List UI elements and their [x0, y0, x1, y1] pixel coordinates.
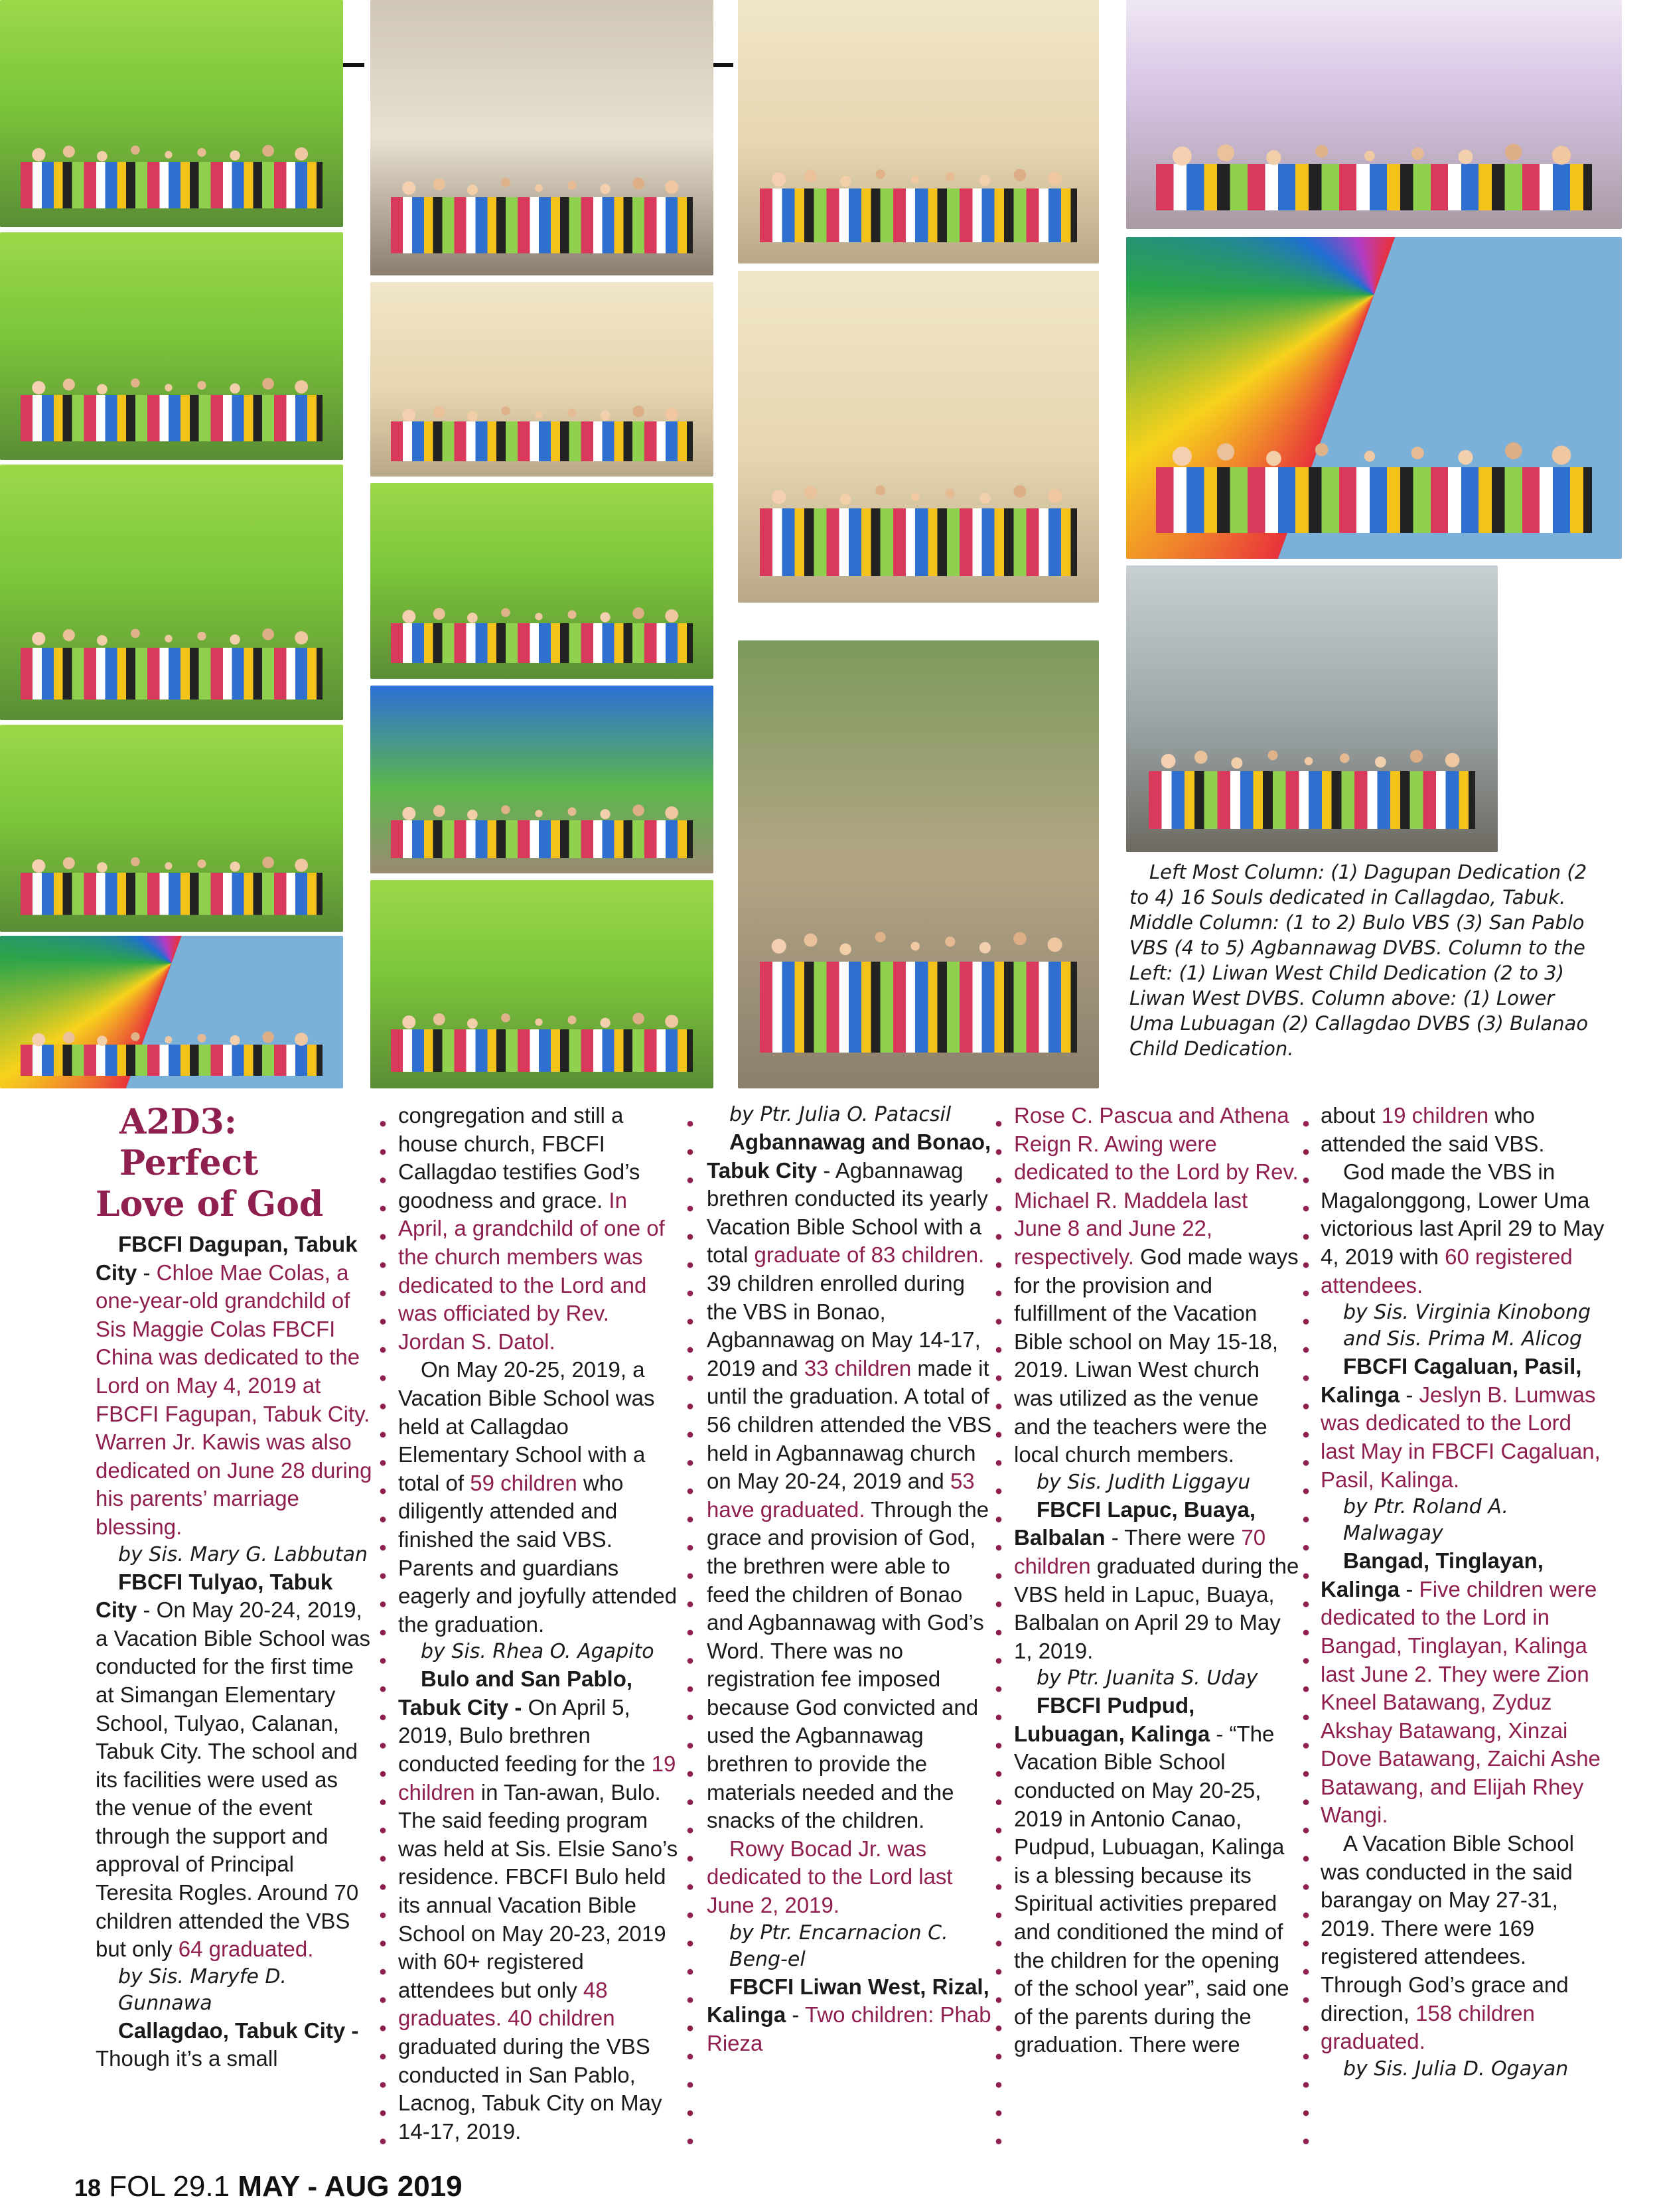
page-footer: [74, 2170, 463, 2205]
souls-dedicated-callagdao-photo-2: [0, 465, 343, 720]
dagupan-paragraph: [96, 1230, 374, 1542]
cagaluan-paragraph: [1321, 1353, 1606, 1494]
text: God made the VBS in Magalonggong, Lower Uma victorious last April 29 to May 4, 2019 with: [1321, 1159, 1605, 1269]
liwan-west-paragraph: [707, 1973, 992, 2058]
bulo-heading: Bulo and San Pablo, Tabuk City -: [398, 1666, 633, 1720]
separator: -: [1400, 1576, 1419, 1601]
highlight: 19 children: [1381, 1103, 1489, 1128]
liwan-west-dvbs-photo-2: [738, 640, 1099, 1088]
byline: by Sis. Maryfe D. Gunnawa: [118, 1964, 287, 2015]
bulo-paragraph: [398, 1665, 680, 2146]
bangad-paragraph: [1321, 1547, 1606, 1830]
callagdao-highlight: In April, a grandchild of one of the church members was dedicated to the Lord and was officiated by Rev. Jordan S. Datol.: [398, 1187, 665, 1354]
tulyao-paragraph: [96, 1568, 374, 1964]
cagaluan-heading: FBCFI Cagaluan, Pasil, Kalinga: [1321, 1354, 1582, 1407]
liwan-west-child-dedication-photo: [738, 0, 1099, 263]
highlight: 59 children: [470, 1470, 577, 1495]
bulo-vbs-photo-2: [370, 282, 713, 477]
byline: by Ptr. Roland A. Malwagay: [1343, 1495, 1508, 1546]
highlight: Two children: Phab Rieza: [707, 2002, 991, 2055]
byline: by Ptr. Encarnacion C. Beng-el: [729, 1921, 948, 1971]
column-divider-dots: [995, 1110, 1002, 2162]
dagupan-highlight: Chloe Mae Colas, a one-year-old grandchild of Sis Maggie Colas FBCFI China was dedicated to the Lord on May 4, 2019 at FBCFI Fagupan, Tabuk City. Warren Jr. Kawis was also dedicated on June 28 during his parents’ marriage blessing.: [96, 1260, 372, 1539]
separator: -: [786, 2002, 805, 2028]
highlight: 60 registered attendees.: [1321, 1244, 1573, 1297]
agbannawag-heading: Agbannawag and Bonao, Tabuk City: [707, 1130, 991, 1183]
lower-uma-paragraph: [1321, 1158, 1606, 1299]
text: 39 children enrolled during the VBS in Bonao, Agbannawag on May 14-17, 2019 and: [707, 1270, 981, 1380]
callagdao-vbs-paragraph: [398, 1356, 680, 1639]
text: made it until the graduation. A total of 56 children attended the VBS held in Agbannawag church on May 20-24, 2019 and: [707, 1355, 992, 1494]
byline: by Sis. Mary G. Labbutan: [118, 1542, 368, 1566]
text: God made ways for the provision and fulfillment of the Vacation Bible school on May 15-18, 2019. Liwan West church was utilized as the venue and the teachers were the local church members.: [1014, 1244, 1299, 1467]
lower-uma-lubuagan-photo: [1126, 0, 1622, 229]
caption-text: Left Most Column: (1) Dagupan Dedication (2 to 4) 16 Souls dedicated in Callagdao, Tabuk. Middle Column: (1 to 2) Bulo VBS (3) San Pablo VBS (4 to 5) Agbannawag DVBS. Column to the Left: (1) Liwan West Child Dedication (2 to 3) Liwan West DVBS. Column above: (1) Lower Uma Lubuagan (2) Callagdao DVBS (3) Bulanao Child Dedication.: [1129, 861, 1589, 1060]
highlight: graduate of 83 children.: [754, 1242, 985, 1268]
column-divider-dots: [1303, 1110, 1309, 2162]
page-number: 18: [74, 2174, 102, 2201]
pudpud-continued-paragraph: [1321, 1102, 1606, 1158]
byline: by Sis. Rhea O. Agapito: [421, 1640, 654, 1664]
tulyao-text: - On May 20-24, 2019, a Vacation Bible School was conducted for the first time at Simangan Elementary School, Tulyao, Calanan, Tabuk City. The school and its facilities were used as the venue of the event through the support and approval of Principal Teresita Rogles. Around 70 children attended the VBS but only: [96, 1597, 370, 1962]
highlight: Jeslyn B. Lumwas was dedicated to the Lord last May in FBCFI Cagaluan, Pasil, Kalinga.: [1321, 1382, 1601, 1492]
text: - There were: [1105, 1525, 1242, 1550]
san-pablo-vbs-photo: [370, 483, 713, 679]
bangad-vbs-paragraph: [1321, 1830, 1606, 2056]
text: A Vacation Bible School was conducted in the said barangay on May 27-31, 2019. There were 169 registered attendees. Through God’s grace and direction,: [1321, 1831, 1574, 2026]
callagdao-text: congregation and still a house church, FBCFI Callagdao testifies God’s goodness and grace.: [398, 1103, 640, 1213]
article-column-5: [1321, 1102, 1606, 2083]
pudpud-paragraph: [1014, 1692, 1299, 2059]
highlight: Rose C. Pascua and Athena Reign R. Awing were dedicated to the Lord by Rev. Michael R. Maddela last June 8 and June 22, respectively.: [1014, 1103, 1299, 1269]
text: graduated during the VBS held in Lapuc, Buaya, Balbalan on April 29 to May 1, 2019.: [1014, 1553, 1299, 1663]
lapuc-heading: FBCFI Lapuc, Buaya, Balbalan: [1014, 1497, 1256, 1550]
byline: by Sis. Julia D. Ogayan: [1343, 2057, 1569, 2081]
text: - Agbannawag brethren conducted its yearly Vacation Bible School with a total: [707, 1157, 988, 1268]
souls-dedicated-callagdao-photo-4: [0, 936, 343, 1088]
publication-name: FOL 29.1: [109, 2170, 230, 2203]
tulyao-highlight: 64 graduated.: [178, 1937, 314, 1962]
separator: -: [137, 1260, 157, 1285]
text: who attended the said VBS.: [1321, 1103, 1545, 1156]
column-divider-dots: [687, 1110, 693, 2162]
decorative-rule: [343, 63, 364, 67]
liwan-west-heading: FBCFI Liwan West, Rizal, Kalinga: [707, 1974, 989, 2028]
tulyao-heading: FBCFI Tulyao, Tabuk City: [96, 1569, 333, 1623]
article-title-line-2: Love of God: [96, 1184, 324, 1224]
column-divider-dots: [380, 1110, 386, 2162]
text: - “The Vacation Bible School conducted on May 20-25, 2019 in Antonio Canao, Pudpud, Lubuagan, Kalinga is a blessing because its Spiritual activities prepared and conditioned the mind of the children for the opening of the school year”, said one of the parents during the graduation. There were: [1014, 1721, 1289, 2057]
text: On April 5, 2019, Bulo brethren conducted feeding for the: [398, 1694, 652, 1777]
agbannawag-paragraph: [707, 1128, 992, 1835]
highlight: 19 children: [398, 1751, 676, 1805]
bulanao-child-dedication-photo: [1126, 565, 1498, 852]
agbannawag-dvbs-photo-1: [370, 686, 713, 873]
byline: by Sis. Virginia Kinobong and Sis. Prima M. Alicog: [1343, 1301, 1591, 1351]
bangad-heading: Bangad, Tinglayan, Kalinga: [1321, 1548, 1544, 1601]
liwan-west-continued-paragraph: [1014, 1102, 1299, 1469]
text: On May 20-25, 2019, a Vacation Bible School was held at Callagdao Elementary School with a total of: [398, 1357, 655, 1495]
highlight: 70 children: [1014, 1525, 1266, 1578]
dagupan-dedication-photo: [0, 0, 343, 227]
dagupan-heading: FBCFI Dagupan, Tabuk City: [96, 1232, 358, 1285]
callagdao-text: Though it’s a small: [96, 2046, 278, 2071]
article-title: [96, 1102, 374, 1225]
highlight: 48 graduates. 40 children: [398, 1977, 615, 2031]
lapuc-paragraph: [1014, 1496, 1299, 1666]
text: in Tan-awan, Bulo. The said feeding program was held at Sis. Elsie Sano’s residence. FBCFI Bulo held its annual Vacation Bible School on May 20-23, 2019 with 60+ registered attendees but only: [398, 1779, 678, 2002]
highlight: 158 children graduated.: [1321, 2000, 1535, 2054]
text: who diligently attended and finished the said VBS. Parents and guardians eagerly and joyfully attended the graduation.: [398, 1470, 678, 1637]
separator: -: [1400, 1382, 1419, 1407]
pudpud-heading: FBCFI Pudpud, Lubuagan, Kalinga: [1014, 1693, 1210, 1746]
article-title-line-1: A2D3: Perfect: [119, 1102, 259, 1183]
text: graduated during the VBS conducted in San Pablo, Lacnog, Tabuk City on May 14-17, 2019.: [398, 2034, 662, 2144]
callagdao-dvbs-photo: [1126, 237, 1622, 559]
byline: by Ptr. Julia O. Patacsil: [729, 1103, 952, 1126]
callagdao-heading: Callagdao, Tabuk City -: [118, 2018, 359, 2043]
highlight: Five children were dedicated to the Lord in Bangad, Tinglayan, Kalinga last June 2. They were Zion Kneel Batawang, Zyduz Akshay Batawang, Xinzai Dove Batawang, Zaichi Ashe Batawang, and Elijah Rhey Wangi.: [1321, 1576, 1601, 1828]
text: Through the grace and provision of God, the brethren were able to feed the children of Bonao and Agbannawag with God’s Word. There was no registration fee imposed because God convicted and used the Agbannawag brethren to provide the materials needed and the snacks of the children.: [707, 1497, 989, 1833]
article-column-4: [1014, 1102, 1299, 2059]
bulo-vbs-photo-1: [370, 0, 713, 275]
callagdao-continued-paragraph: [398, 1102, 680, 1356]
souls-dedicated-callagdao-photo-1: [0, 232, 343, 460]
decorative-rule: [713, 63, 733, 67]
article-column-2: [398, 1102, 680, 2146]
byline: by Ptr. Juanita S. Uday: [1037, 1666, 1258, 1690]
photo-caption: [1129, 859, 1594, 1061]
byline: by Sis. Judith Liggayu: [1037, 1470, 1251, 1494]
agbannawag-dvbs-photo-2: [370, 880, 713, 1088]
highlight: 33 children: [804, 1355, 912, 1380]
article-column-1: [96, 1102, 374, 2073]
rowy-dedication-paragraph: Rowy Bocad Jr. was dedicated to the Lord last June 2, 2019.: [707, 1836, 953, 1918]
issue-date: MAY - AUG 2019: [238, 2170, 463, 2203]
souls-dedicated-callagdao-photo-3: [0, 725, 343, 932]
text: about: [1321, 1103, 1382, 1128]
liwan-west-dvbs-photo-1: [738, 271, 1099, 603]
article-column-3: [707, 1102, 992, 2057]
highlight: 53 have graduated.: [707, 1469, 975, 1522]
callagdao-paragraph: [96, 2017, 374, 2073]
